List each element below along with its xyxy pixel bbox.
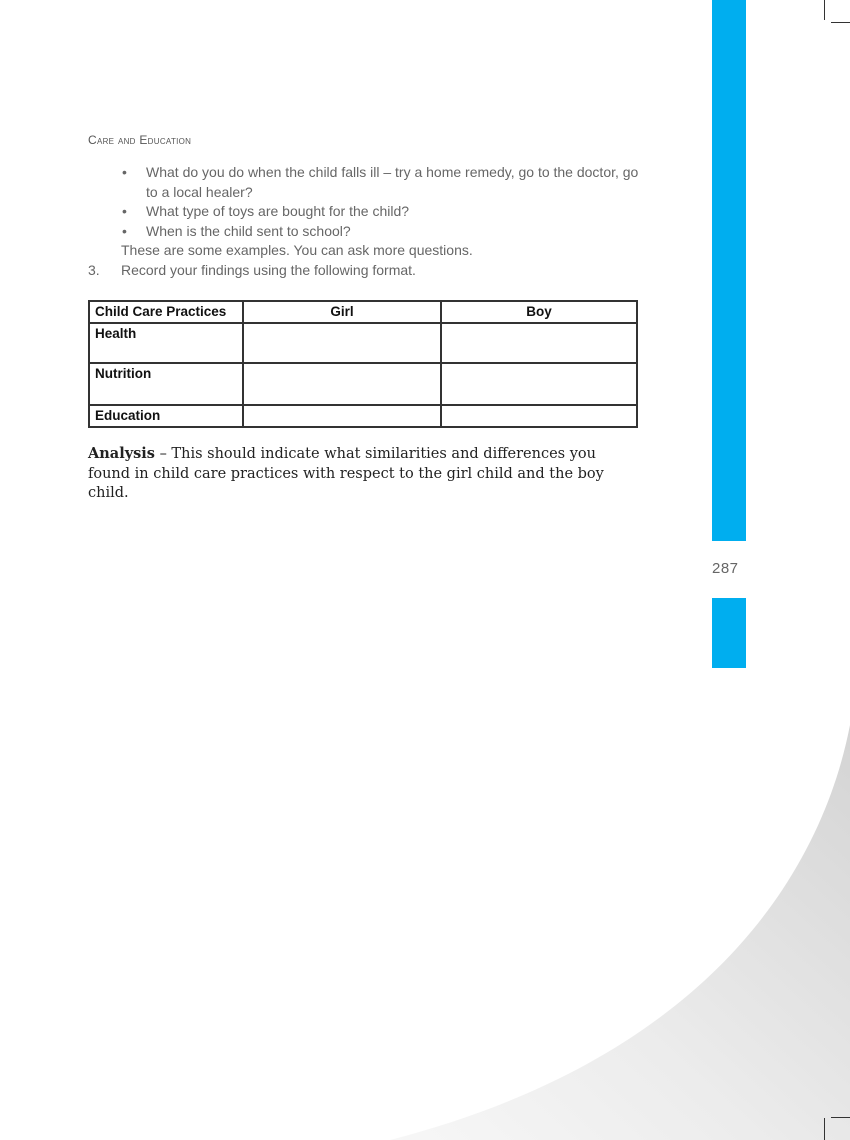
table-row (89, 363, 637, 405)
list-item (88, 222, 640, 242)
list-item (88, 202, 640, 222)
table-cell (441, 363, 637, 405)
column-header: Child Care Practices (89, 301, 243, 323)
step-3 (88, 261, 640, 281)
bullet-icon: • (122, 164, 127, 180)
page-number: 287 (712, 560, 739, 577)
crop-mark (824, 1118, 825, 1140)
crop-mark (831, 1117, 850, 1118)
table-row (89, 323, 637, 363)
accent-bar-top (712, 0, 746, 541)
bullet-icon: • (122, 203, 127, 219)
examples-note: These are some examples. You can ask more questions. (121, 242, 473, 258)
activity-content (88, 163, 640, 280)
table-cell (441, 323, 637, 363)
row-label: Education (89, 405, 243, 427)
list-item (88, 163, 640, 202)
question-text: What do you do when the child falls ill – try a home remedy, go to the doctor, go to a local healer? (146, 164, 639, 200)
question-list (88, 163, 640, 241)
findings-table (88, 300, 638, 428)
running-head: Care and Education (88, 133, 192, 147)
table-header-row (89, 301, 637, 323)
bullet-icon: • (122, 222, 127, 239)
table-cell (243, 323, 441, 363)
table-cell (243, 405, 441, 427)
crop-mark (831, 22, 850, 23)
table-row (89, 405, 637, 427)
analysis-text: – This should indicate what similarities and differences you found in child care practices with respect to the girl child and the boy child. (88, 446, 604, 501)
question-text: What type of toys are bought for the child? (146, 203, 410, 219)
analysis-paragraph (88, 444, 640, 504)
step-number: 3. (88, 261, 100, 278)
column-header: Boy (441, 301, 637, 323)
column-header: Girl (243, 301, 441, 323)
crop-mark (824, 0, 825, 20)
accent-bar-bottom (712, 598, 746, 668)
table-cell (441, 405, 637, 427)
step-text: Record your findings using the following format. (121, 261, 416, 278)
analysis-label: Analysis (88, 445, 155, 462)
row-label: Nutrition (89, 363, 243, 405)
row-label: Health (89, 323, 243, 363)
question-text: When is the child sent to school? (146, 222, 351, 239)
table-cell (243, 363, 441, 405)
